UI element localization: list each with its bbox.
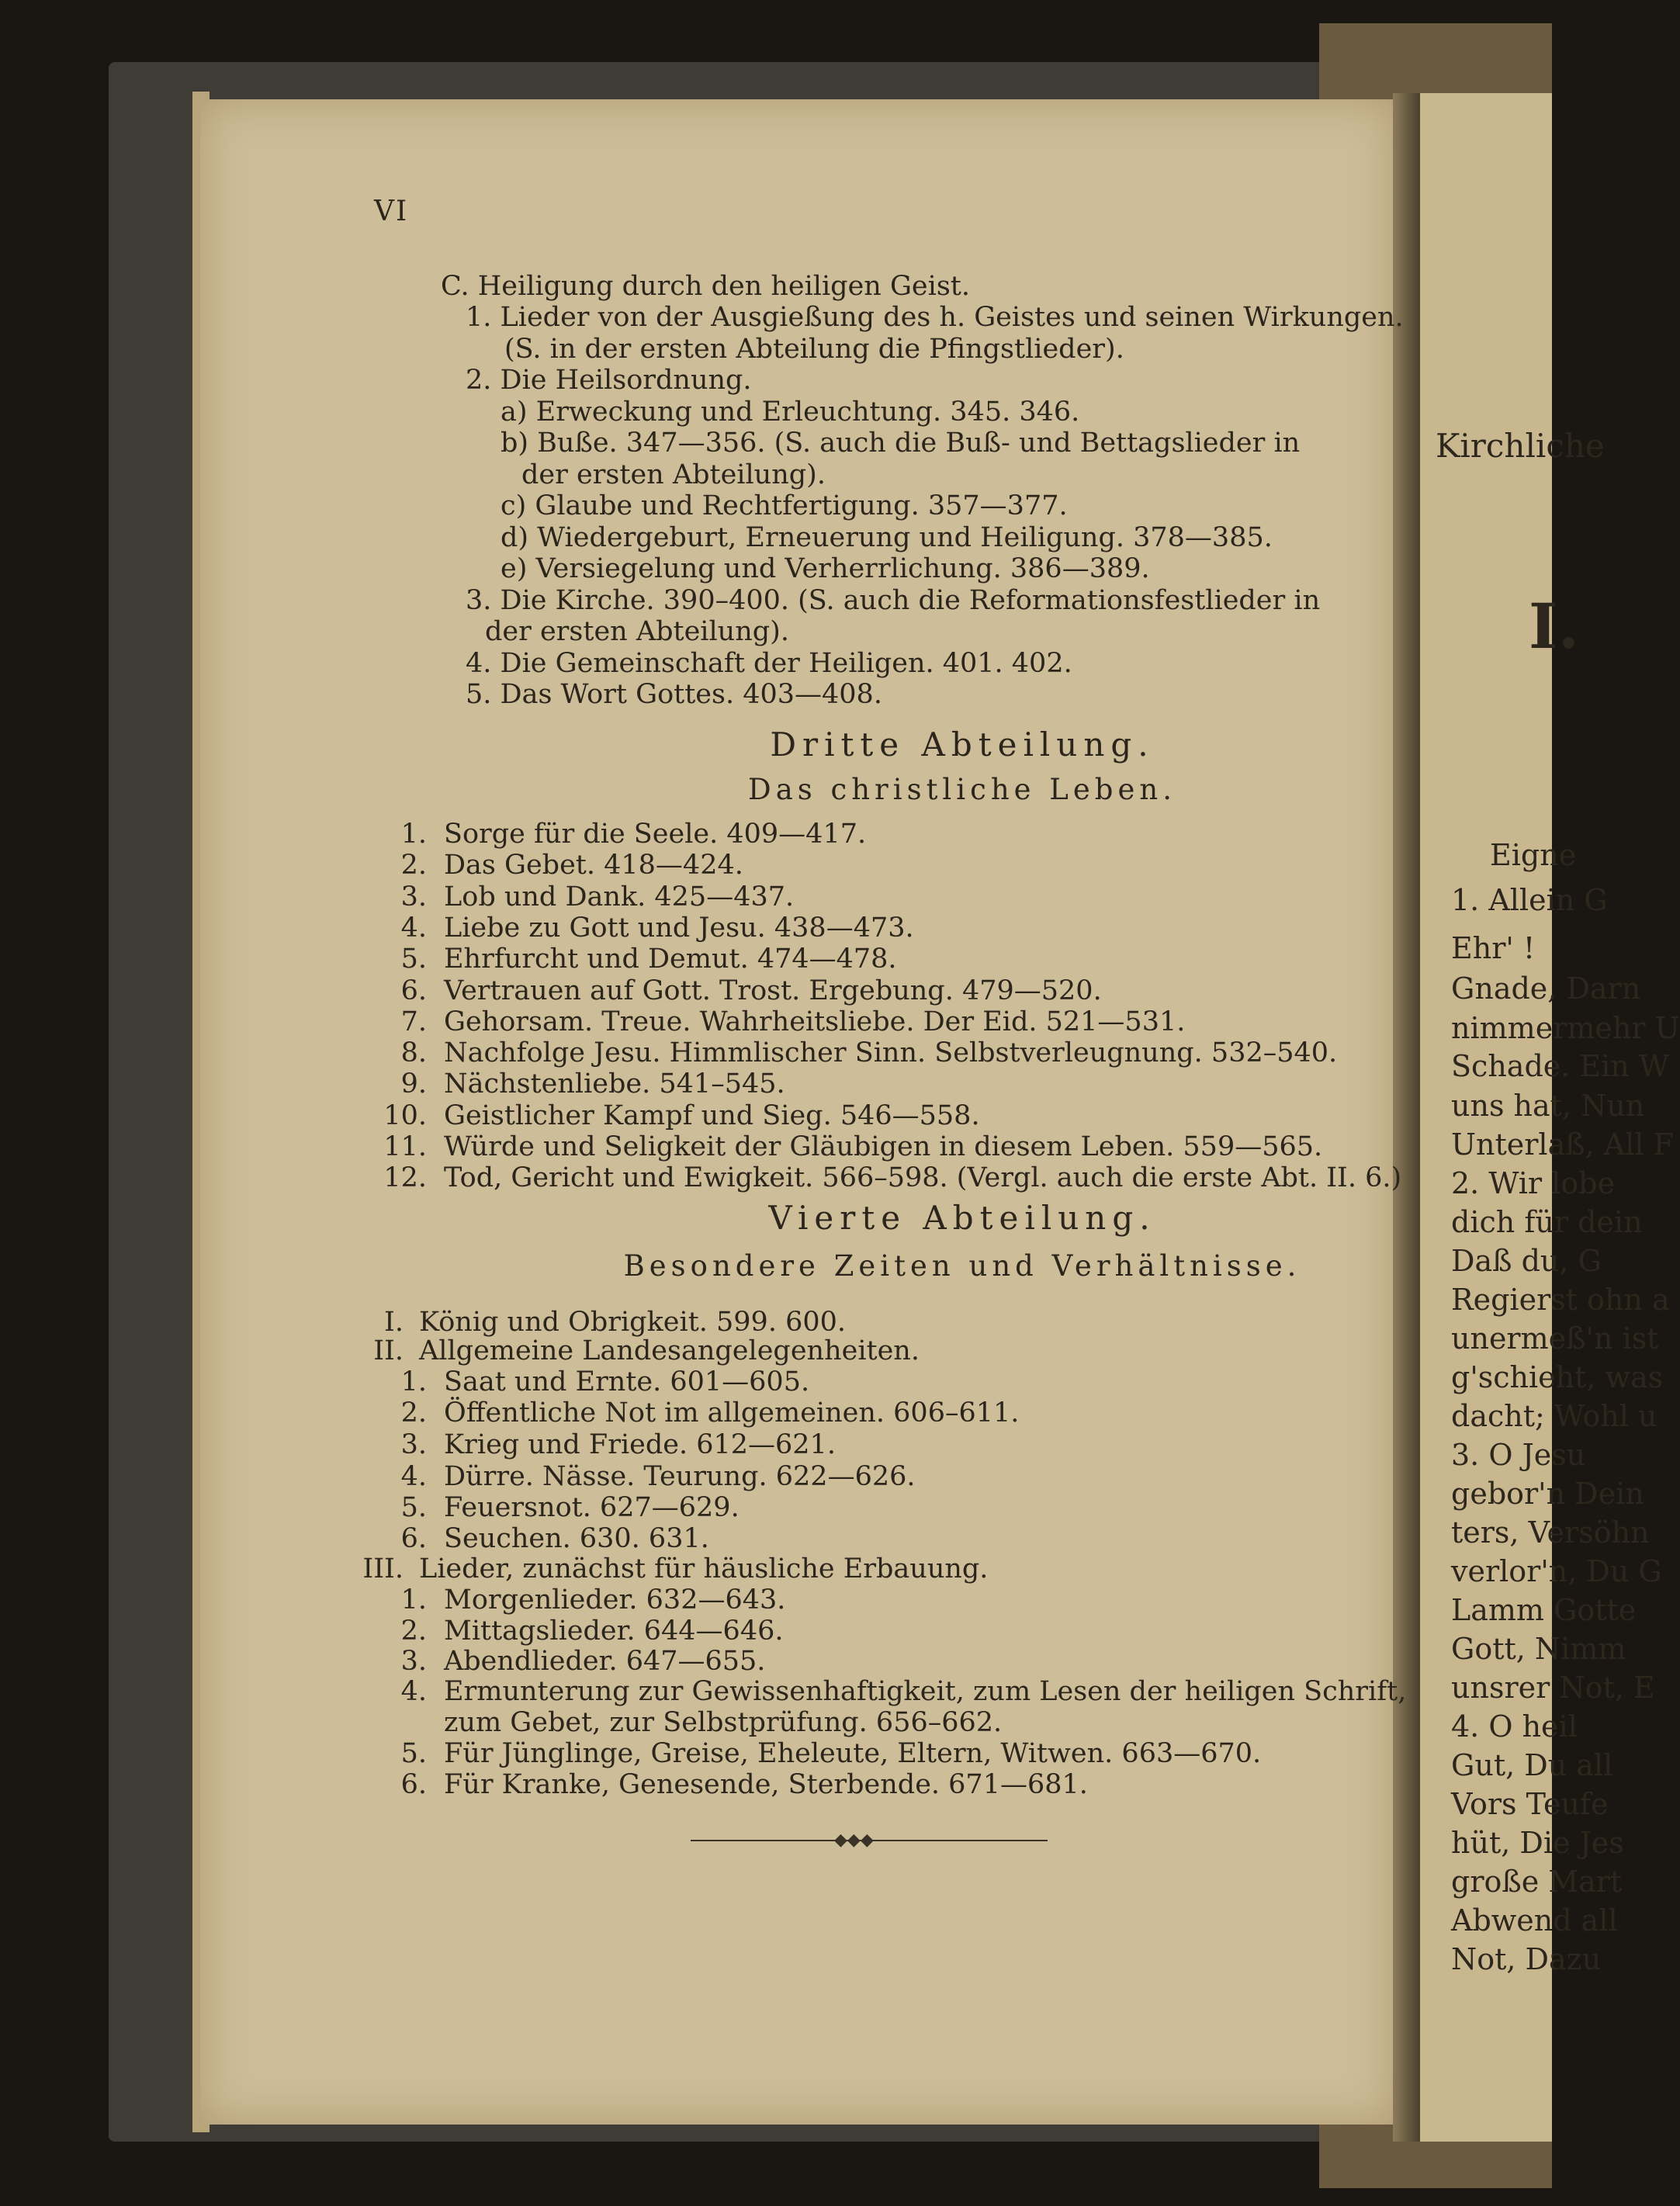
next-page-line: hüt, Die Jes (1451, 1826, 1624, 1860)
vierte-item-text: Abendlieder. 647—655. (444, 1646, 766, 1677)
page-number: VI (374, 196, 409, 227)
next-page-line: verlor'n, Du G (1451, 1554, 1662, 1588)
dritte-item-text: Nachfolge Jesu. Himmlischer Sinn. Selbstverleugnung. 532–540. (444, 1037, 1338, 1069)
vierte-item-number: I. (384, 1307, 404, 1338)
next-page-line: Daß du, G (1451, 1244, 1602, 1278)
vierte-item-text: zum Gebet, zur Selbstprüfung. 656–662. (444, 1707, 1003, 1738)
vierte-subheading: Besondere Zeiten und Verhältnisse. (623, 1249, 1301, 1283)
dritte-item-text: Liebe zu Gott und Jesu. 438—473. (444, 912, 914, 944)
next-page-line: 4. O heil (1451, 1709, 1578, 1744)
next-page-line: 2. Wir lobe (1451, 1166, 1615, 1200)
vierte-item-number: 3. (400, 1646, 427, 1677)
vierte-item-number: 5. (400, 1738, 427, 1769)
vierte-item-number: 6. (400, 1769, 427, 1800)
next-page-line: Abwend all (1451, 1903, 1618, 1938)
dritte-item-number: 9. (400, 1068, 427, 1100)
dritte-item-number: 12. (383, 1162, 427, 1194)
dritte-subheading: Das christliche Leben. (748, 773, 1176, 806)
dritte-item-text: Gehorsam. Treue. Wahrheitsliebe. Der Eid. 521—531. (444, 1006, 1186, 1037)
dritte-item-text: Das Gebet. 418—424. (444, 850, 743, 881)
section-c-line: b) Buße. 347—356. (S. auch die Buß- und Bettagslieder in (501, 428, 1301, 459)
vierte-item-text: Für Jünglinge, Greise, Eheleute, Eltern, Witwen. 663—670. (444, 1738, 1262, 1769)
dritte-item-number: 6. (400, 975, 427, 1006)
next-page-line: Ehr' ! (1451, 931, 1536, 965)
section-c-line: der ersten Abteilung). (521, 459, 826, 490)
vierte-item-text: Feuersnot. 627—629. (444, 1492, 740, 1523)
vierte-item-number: 6. (400, 1523, 427, 1554)
vierte-item-text: Ermunterung zur Gewissenhaftigkeit, zum Lesen der heiligen Schrift, (444, 1676, 1407, 1707)
vierte-item-text: König und Obrigkeit. 599. 600. (419, 1307, 847, 1338)
vierte-item-text: Für Kranke, Genesende, Sterbende. 671—681. (444, 1769, 1088, 1800)
section-c-line: e) Versiegelung und Verherrlichung. 386—389. (501, 553, 1150, 584)
vierte-item-number: 4. (400, 1676, 427, 1707)
dritte-item-text: Sorge für die Seele. 409—417. (444, 819, 867, 850)
section-c-line: 1. Lieder von der Ausgießung des h. Geistes und seinen Wirkungen. (466, 302, 1404, 333)
next-page-side-title: Kirchliche (1436, 427, 1605, 465)
vierte-item-text: Krieg und Friede. 612—621. (444, 1429, 836, 1460)
section-c-line: d) Wiedergeburt, Erneuerung und Heiligung. 378—385. (501, 521, 1273, 553)
next-page-line: dacht; Wohl u (1451, 1399, 1657, 1433)
next-page-line: große Mart (1451, 1865, 1623, 1899)
next-page-line: Eigne (1490, 838, 1577, 872)
dritte-item-text: Vertrauen auf Gott. Trost. Ergebung. 479—520. (444, 975, 1102, 1006)
dritte-item-text: Lob und Dank. 425—437. (444, 881, 795, 913)
next-page-line: Gott, Nimm (1451, 1632, 1626, 1666)
dritte-item-number: 4. (400, 912, 427, 944)
next-page-line: g'schieht, was (1451, 1360, 1664, 1394)
section-c-line: 3. Die Kirche. 390–400. (S. auch die Reformationsfestlieder in (466, 584, 1321, 616)
dritte-item-text: Ehrfurcht und Demut. 474—478. (444, 944, 897, 975)
vierte-item-text: Öffentliche Not im allgemeinen. 606–611. (444, 1397, 1020, 1429)
vierte-item-number: 2. (400, 1397, 427, 1429)
section-c-line: c) Glaube und Rechtfertigung. 357—377. (501, 490, 1068, 521)
dritte-item-number: 3. (400, 881, 427, 913)
vierte-item-number: 1. (400, 1366, 427, 1397)
next-page-line: Unterlaß, All F (1451, 1127, 1674, 1162)
next-page-line: Regierst ohn a (1451, 1283, 1670, 1317)
vierte-item-text: Dürre. Nässe. Teurung. 622—626. (444, 1461, 916, 1492)
vierte-item-number: 2. (400, 1616, 427, 1647)
section-c-line: der ersten Abteilung). (485, 616, 789, 647)
next-page-line: Lamm Gotte (1451, 1593, 1637, 1627)
vierte-item-number: 5. (400, 1492, 427, 1523)
dritte-heading: Dritte Abteilung. (770, 726, 1155, 764)
dritte-item-number: 11. (383, 1131, 427, 1162)
vierte-item-number: 3. (400, 1429, 427, 1460)
next-page-line: 3. O Jesu (1451, 1438, 1586, 1472)
dritte-item-number: 1. (400, 819, 427, 850)
next-page-line: uns hat, Nun (1451, 1089, 1645, 1123)
next-page-line: Gnade, Darn (1451, 971, 1641, 1006)
vierte-item-text: Mittagslieder. 644—646. (444, 1616, 784, 1647)
next-page-numeral: I. (1529, 590, 1580, 663)
dritte-item-number: 10. (383, 1100, 427, 1131)
vierte-item-number: II. (373, 1335, 404, 1366)
dritte-item-number: 8. (400, 1037, 427, 1069)
next-page-line: nimmermehr U (1451, 1011, 1680, 1045)
vierte-item-number: 1. (400, 1584, 427, 1616)
next-page-line: ters, Versöhn (1451, 1515, 1650, 1550)
vierte-heading: Vierte Abteilung. (768, 1199, 1156, 1237)
next-page-line: Gut, Du all (1451, 1748, 1613, 1782)
dritte-item-text: Tod, Gericht und Ewigkeit. 566–598. (Vergl. auch die erste Abt. II. 6.) (444, 1162, 1402, 1194)
dritte-item-text: Nächstenliebe. 541–545. (444, 1068, 785, 1100)
vierte-item-text: Lieder, zunächst für häusliche Erbauung. (419, 1553, 989, 1584)
next-page-line: Schade. Ein W (1451, 1049, 1669, 1083)
section-c-line: a) Erweckung und Erleuchtung. 345. 346. (501, 396, 1080, 428)
next-page-line: Vors Teufe (1451, 1787, 1609, 1821)
next-page-line: unermeß'n ist (1451, 1321, 1659, 1356)
section-c-line: 5. Das Wort Gottes. 403—408. (466, 679, 882, 710)
divider-ornament: ◆◆◆ (834, 1830, 874, 1850)
dritte-item-number: 2. (400, 850, 427, 881)
section-c-line: (S. in der ersten Abteilung die Pfingstlieder). (504, 333, 1124, 365)
next-page-line: 1. Allein G (1451, 883, 1608, 917)
dritte-item-number: 5. (400, 944, 427, 975)
dritte-item-text: Geistlicher Kampf und Sieg. 546—558. (444, 1100, 980, 1131)
section-c-line: 2. Die Heilsordnung. (466, 365, 752, 396)
next-page-line: Not, Dazu (1451, 1942, 1602, 1976)
section-c-title: C. Heiligung durch den heiligen Geist. (441, 271, 970, 302)
vierte-item-number: 4. (400, 1461, 427, 1492)
vierte-item-text: Seuchen. 630. 631. (444, 1523, 709, 1554)
vierte-item-number: III. (362, 1553, 404, 1584)
next-page-line: unsrer Not, E (1451, 1671, 1655, 1705)
next-page-line: gebor'n Dein (1451, 1477, 1644, 1511)
vierte-item-text: Saat und Ernte. 601—605. (444, 1366, 810, 1397)
dritte-item-number: 7. (400, 1006, 427, 1037)
dritte-item-text: Würde und Seligkeit der Gläubigen in diesem Leben. 559—565. (444, 1131, 1323, 1162)
vierte-item-text: Allgemeine Landesangelegenheiten. (419, 1335, 920, 1366)
section-c-line: 4. Die Gemeinschaft der Heiligen. 401. 402. (466, 647, 1072, 679)
next-page-line: dich für dein (1451, 1205, 1643, 1239)
vierte-item-text: Morgenlieder. 632—643. (444, 1584, 786, 1616)
